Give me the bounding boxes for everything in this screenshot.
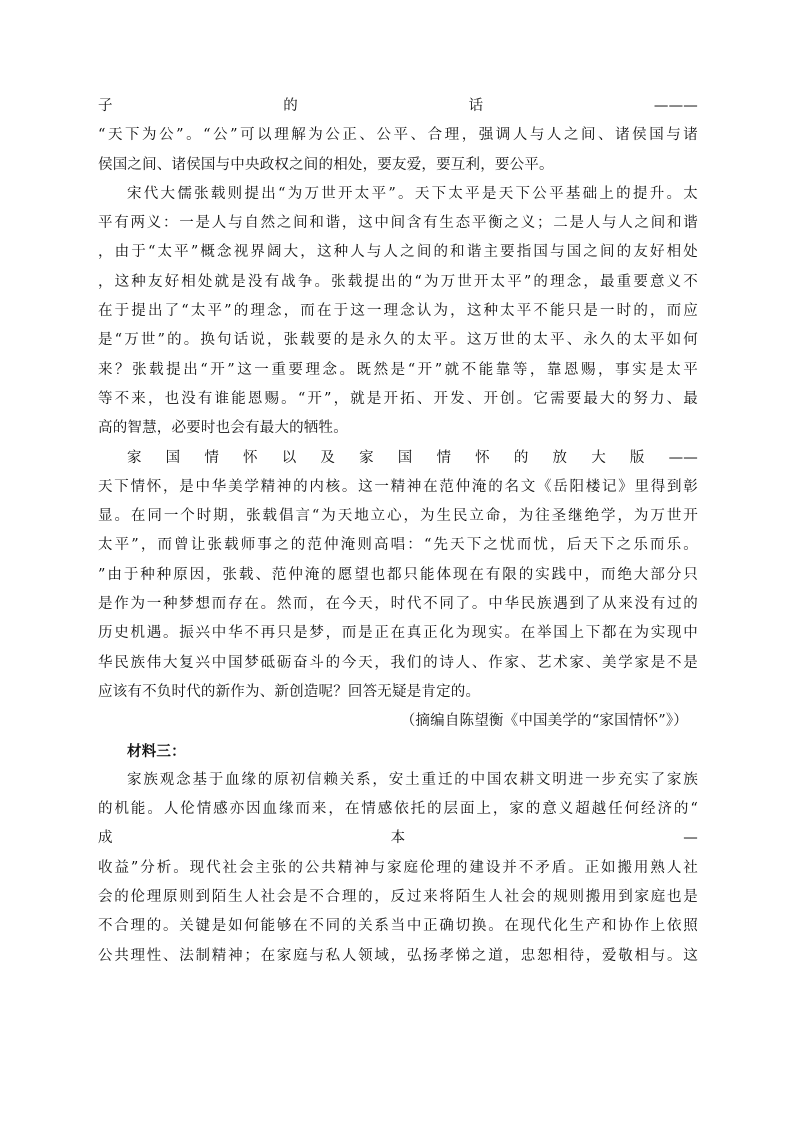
text-line: 宋代大儒张载则提出“为万世开太平”。天下太平是天下公平基础上的提升。太	[127, 185, 698, 202]
text-line: 华民族伟大复兴中国梦砥砺奋斗的今天，我们的诗人、作家、艺术家、美学家是不是	[98, 654, 698, 671]
text-line: 高的智慧，必要时也会有最大的牺牲。	[98, 420, 348, 437]
text-line: 是“万世”的。换句话说，张载要的是永久的太平。这万世的太平、永久的太平如何	[98, 332, 698, 349]
text-line: 在于提出了“太平”的理念，而在于这一理念认为，这种太平不能只是一时的，而应	[98, 303, 698, 320]
text-line: 平有两义：一是人与自然之间和谐，这中间含有生态平衡之义；二是人与人之间和谐	[98, 215, 698, 232]
text-line: ，由于“太平”概念视界阔大，这种人与人之间的和谐主要指国与国之间的友好相处	[98, 244, 698, 261]
text-line: 等不来，也没有谁能恩赐。“开”，就是开拓、开发、开创。它需要最大的努力、最	[98, 390, 698, 407]
text-line: 显。在同一个时期，张载倡言“为天地立心，为生民立命，为往圣继绝学，为万世开	[98, 508, 698, 525]
text-line: ，这种友好相处就是没有战争。张载提出的“为万世开太平”的理念，最重要意义不	[98, 273, 698, 290]
text-line: 历史机遇。振兴中华不再只是梦，而是正在真正化为现实。在举国上下都在为实现中	[98, 625, 698, 642]
text-line: 家国情怀以及家国情怀的放大版——	[127, 449, 698, 466]
section-heading: 材料三：	[127, 742, 186, 760]
text-line: 公共理性、法制精神；在家庭与私人领域，弘扬孝悌之道，忠恕相待，爱敬相与。这	[98, 947, 698, 964]
text-line: 侯国之间、诸侯国与中央政权之间的相处，要友爱，要互利，要公平。	[98, 156, 554, 173]
text-line: ”由于种种原因，张载、范仲淹的愿望也都只能体现在有限的实践中，而绝大部分只	[98, 566, 698, 583]
text-line: 的机能。人伦情感亦因血缘而来，在情感依托的层面上，家的意义超越任何经济的“	[98, 801, 698, 818]
text-line: 应该有不负时代的新作为、新创造呢？回答无疑是肯定的。	[98, 683, 481, 700]
document-body	[98, 92, 698, 971]
text-line: 不合理的。关键是如何能够在不同的关系当中正确切换。在现代化生产和协作上依照	[98, 918, 698, 935]
text-line: 会的伦理原则到陌生人社会是不合理的，反过来将陌生人社会的规则搬用到家庭也是	[98, 889, 698, 906]
text-line: “天下为公”。“公”可以理解为公正、公平、合理，强调人与人之间、诸侯国与诸	[98, 127, 698, 144]
source-citation: （摘编自陈望衡《中国美学的“家国情怀”》）	[400, 713, 688, 730]
text-line: 成本—	[98, 830, 698, 847]
text-line: 是作为一种梦想而存在。然而，在今天，时代不同了。中华民族遇到了从来没有过的	[98, 596, 698, 613]
text-line: 家族观念基于血缘的原初信赖关系，安土重迁的中国农耕文明进一步充实了家族	[127, 771, 698, 788]
text-line: 来？张载提出“开”这一重要理念。既然是“开”就不能靠等，靠恩赐，事实是太平	[98, 361, 698, 378]
text-line: 子的话———	[98, 98, 698, 114]
text-line: 收益”分析。现代社会主张的公共精神与家庭伦理的建设并不矛盾。正如搬用熟人社	[98, 859, 698, 876]
text-line: 太平”，而曾让张载师事之的范仲淹则高唱：“先天下之忧而忧，后天下之乐而乐。	[98, 537, 698, 554]
text-line: 天下情怀，是中华美学精神的内核。这一精神在范仲淹的名文《岳阳楼记》里得到彰	[98, 478, 698, 495]
